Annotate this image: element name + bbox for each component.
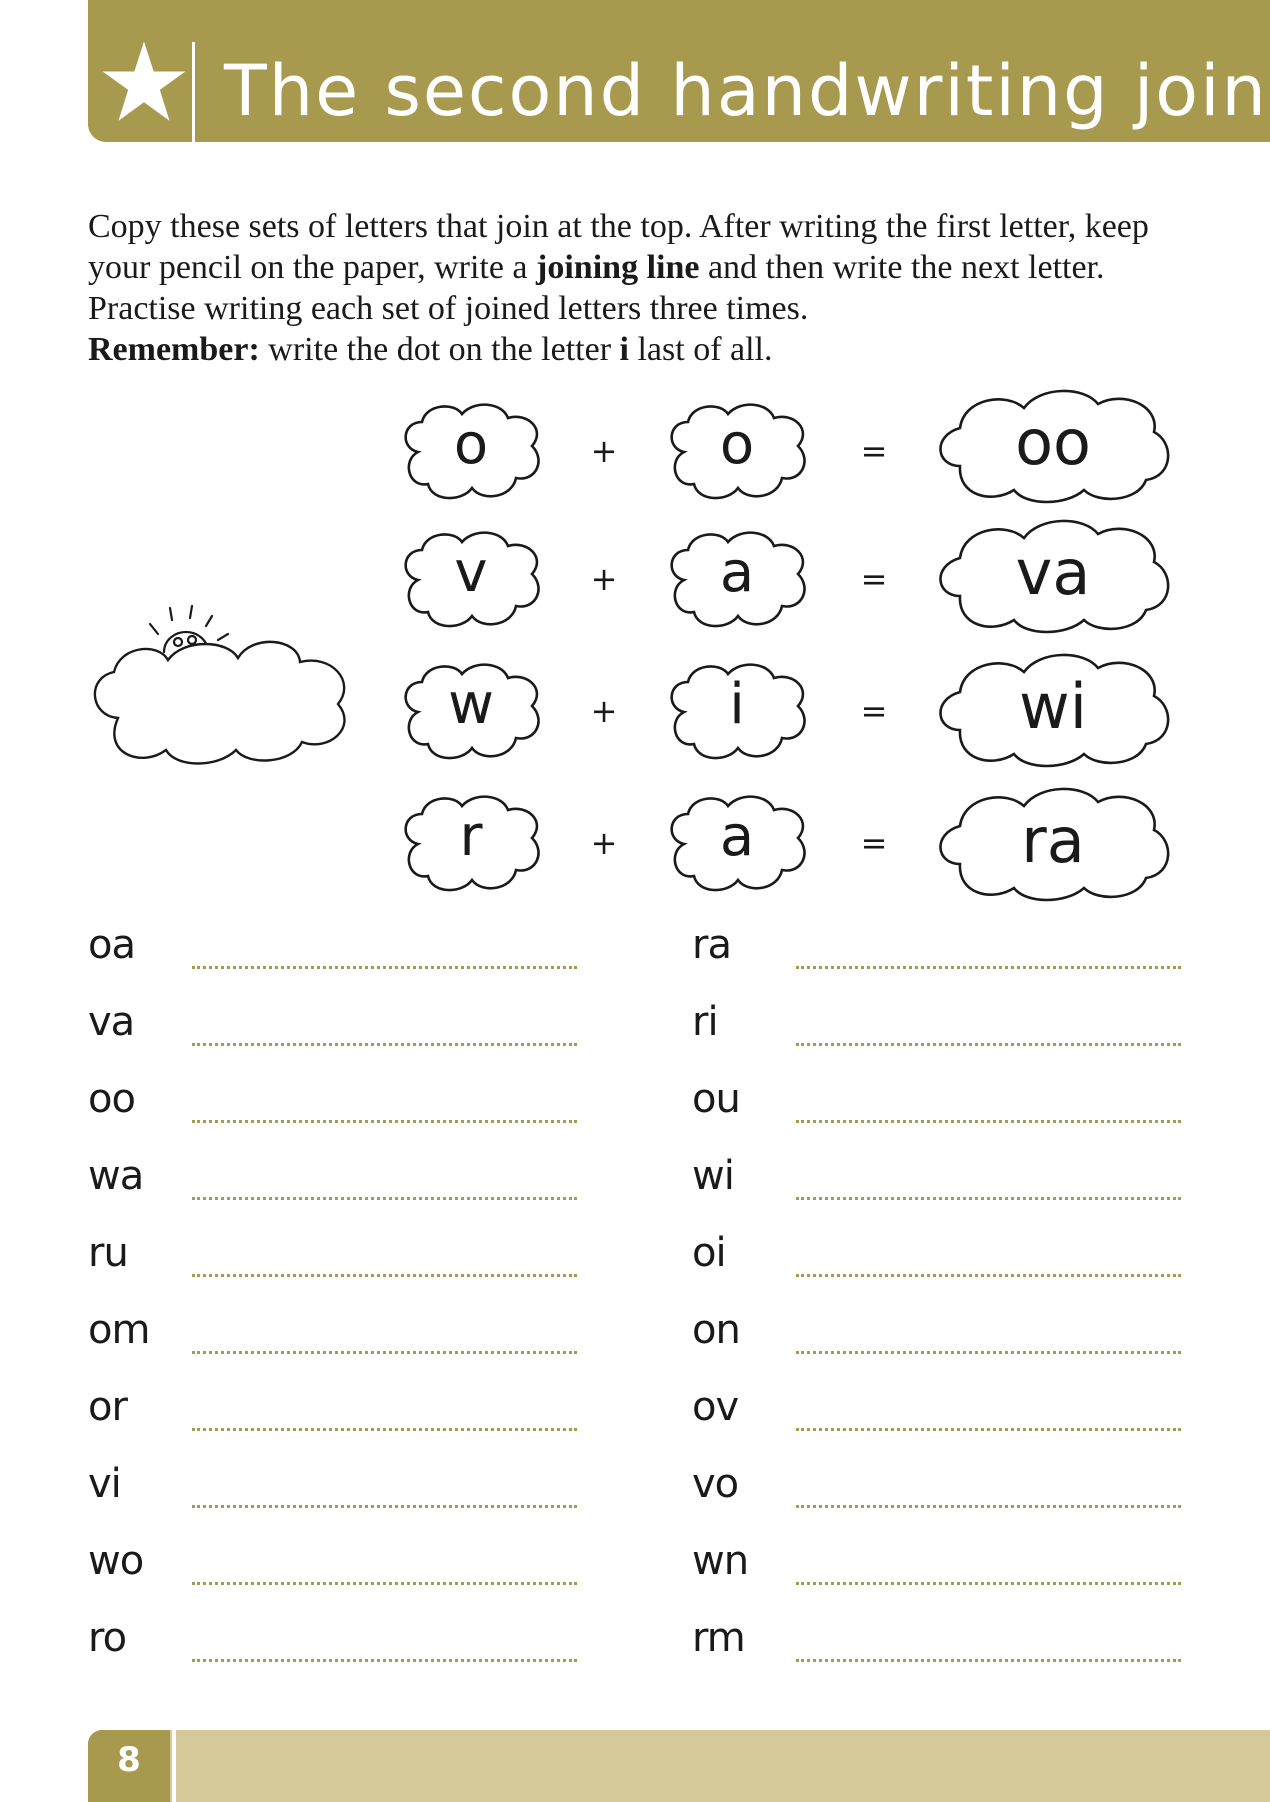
footer-band — [88, 1730, 1270, 1802]
writing-line[interactable] — [192, 1120, 577, 1123]
plus-sign: + — [590, 432, 618, 470]
practice-row — [88, 922, 588, 982]
writing-line[interactable] — [796, 1043, 1181, 1046]
second-letter: o — [719, 412, 755, 477]
equation-row — [0, 524, 1270, 644]
letter-pair: oo — [88, 1076, 135, 1122]
letter-pair: ri — [692, 999, 718, 1045]
letter-pair: wo — [88, 1538, 144, 1584]
practice-row — [88, 1307, 588, 1367]
plus-sign: + — [590, 692, 618, 730]
letter-pair: ra — [692, 922, 731, 968]
letter-pair: oa — [88, 922, 135, 968]
practice-row — [692, 922, 1192, 982]
writing-line[interactable] — [796, 1274, 1181, 1277]
result-letters: wi — [1019, 670, 1087, 743]
practice-row — [692, 1538, 1192, 1598]
first-letter-cloud — [396, 658, 546, 766]
instructions-bold-1: joining line — [536, 249, 700, 286]
practice-row — [88, 1461, 588, 1521]
second-letter-cloud — [662, 398, 812, 506]
instructions — [88, 206, 1198, 370]
writing-line[interactable] — [192, 1659, 577, 1662]
practice-row — [692, 1384, 1192, 1444]
instructions-bold-2: Remember: — [88, 331, 260, 368]
letter-pair: rm — [692, 1615, 745, 1661]
equals-sign: = — [860, 560, 888, 598]
result-letters: va — [1015, 536, 1091, 609]
instructions-text-2: and then write the next letter. Practise writing each set of joined letters three times. — [88, 249, 1105, 327]
writing-line[interactable] — [796, 1351, 1181, 1354]
letter-pair: va — [88, 999, 135, 1045]
equation-row — [0, 396, 1270, 516]
letter-pair: or — [88, 1384, 127, 1430]
first-letter: v — [454, 540, 488, 605]
practice-row — [88, 1230, 588, 1290]
practice-row — [692, 1615, 1192, 1675]
writing-line[interactable] — [192, 1505, 577, 1508]
equals-sign: = — [860, 692, 888, 730]
letter-pair: wn — [692, 1538, 749, 1584]
equals-sign: = — [860, 824, 888, 862]
first-letter: o — [453, 412, 489, 477]
practice-row — [692, 1076, 1192, 1136]
practice-row — [692, 1230, 1192, 1290]
second-letter-cloud — [662, 658, 812, 766]
first-letter: r — [459, 804, 483, 869]
result-cloud — [934, 650, 1172, 768]
writing-line[interactable] — [192, 1197, 577, 1200]
result-cloud — [934, 516, 1172, 634]
letter-pair: wa — [88, 1153, 144, 1199]
practice-row — [692, 1461, 1192, 1521]
first-letter-cloud — [396, 526, 546, 634]
letter-pair: om — [88, 1307, 150, 1353]
result-letters: ra — [1021, 804, 1085, 877]
star-icon — [100, 38, 188, 126]
equation-row — [0, 656, 1270, 776]
writing-line[interactable] — [796, 1120, 1181, 1123]
letter-pair: vo — [692, 1461, 739, 1507]
practice-row — [88, 999, 588, 1059]
result-cloud — [934, 784, 1172, 902]
equals-sign: = — [860, 432, 888, 470]
page-number: 8 — [117, 1740, 141, 1780]
instructions-text-4: last of all. — [628, 331, 773, 368]
instructions-text-1: Copy these sets of letters that join at the top. After writing the first letter, keep your pencil on the paper, write a — [88, 208, 1149, 286]
writing-line[interactable] — [796, 1197, 1181, 1200]
first-letter-cloud — [396, 790, 546, 898]
writing-line[interactable] — [796, 1582, 1181, 1585]
practice-row — [692, 1307, 1192, 1367]
second-letter-cloud — [662, 526, 812, 634]
second-letter: i — [729, 672, 745, 737]
footer-divider — [172, 1730, 176, 1802]
instructions-text-3: write the dot on the letter — [259, 331, 620, 368]
practice-row — [692, 1153, 1192, 1213]
letter-pair: oi — [692, 1230, 726, 1276]
letter-pair: ov — [692, 1384, 739, 1430]
header-band — [88, 0, 1270, 142]
practice-row — [692, 999, 1192, 1059]
practice-row — [88, 1076, 588, 1136]
writing-line[interactable] — [192, 1274, 577, 1277]
writing-line[interactable] — [192, 1351, 577, 1354]
writing-line[interactable] — [192, 1582, 577, 1585]
header-divider — [192, 42, 195, 142]
result-cloud — [934, 386, 1172, 504]
letter-pair: wi — [692, 1153, 734, 1199]
writing-line[interactable] — [796, 1659, 1181, 1662]
result-letters: oo — [1015, 406, 1091, 479]
letter-pair: vi — [88, 1461, 121, 1507]
instructions-bold-3: i — [619, 331, 629, 368]
first-letter: w — [448, 672, 494, 737]
second-letter: a — [719, 804, 755, 869]
page-title: The second handwriting join — [224, 50, 1268, 132]
practice-row — [88, 1538, 588, 1598]
writing-line[interactable] — [192, 1043, 577, 1046]
letter-pair: ou — [692, 1076, 740, 1122]
writing-line[interactable] — [796, 966, 1181, 969]
writing-line[interactable] — [192, 966, 577, 969]
second-letter: a — [719, 540, 755, 605]
letter-pair: on — [692, 1307, 740, 1353]
practice-row — [88, 1153, 588, 1213]
plus-sign: + — [590, 824, 618, 862]
practice-row — [88, 1615, 588, 1675]
second-letter-cloud — [662, 790, 812, 898]
writing-line[interactable] — [192, 1428, 577, 1431]
writing-line[interactable] — [796, 1428, 1181, 1431]
page-number-box — [88, 1730, 170, 1802]
equation-row — [0, 788, 1270, 908]
letter-pair: ro — [88, 1615, 127, 1661]
plus-sign: + — [590, 560, 618, 598]
letter-pair: ru — [88, 1230, 128, 1276]
practice-row — [88, 1384, 588, 1444]
first-letter-cloud — [396, 398, 546, 506]
writing-line[interactable] — [796, 1505, 1181, 1508]
